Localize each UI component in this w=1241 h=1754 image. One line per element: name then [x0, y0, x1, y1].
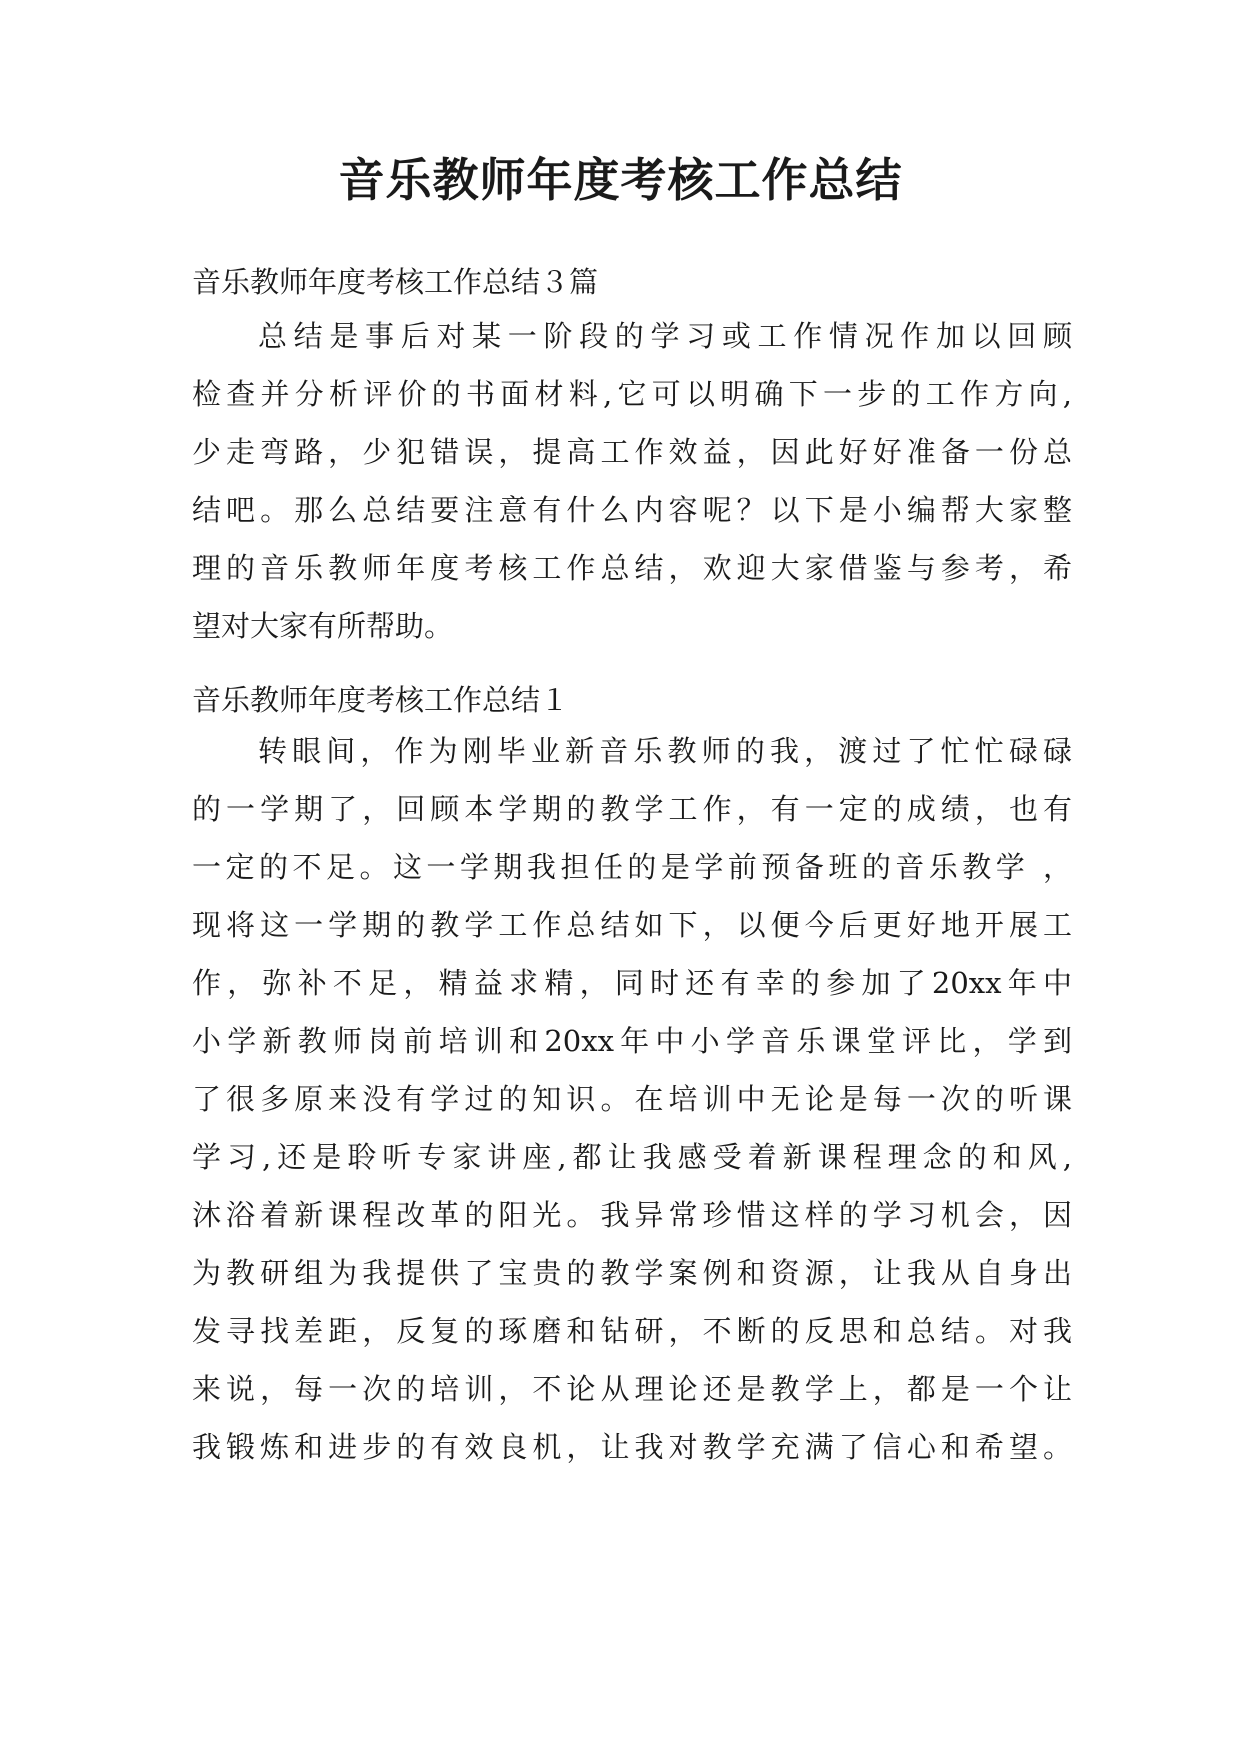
paragraph-line: 学习,还是聆听专家讲座,都让我感受着新课程理念的和风,: [192, 1140, 1072, 1174]
paragraph-line: 我锻炼和进步的有效良机，让我对教学充满了信心和希望。: [192, 1430, 1072, 1464]
paragraph-line: 少走弯路，少犯错误，提高工作效益，因此好好准备一份总: [192, 435, 1072, 469]
section-paragraph: [192, 722, 1072, 1476]
paragraph-line: 为教研组为我提供了宝贵的教学案例和资源，让我从自身出: [192, 1256, 1072, 1290]
document-title: 音乐教师年度考核工作总结: [338, 153, 903, 207]
paragraph-line: 的一学期了，回顾本学期的教学工作，有一定的成绩，也有: [192, 792, 1072, 826]
paragraph-line: 了很多原来没有学过的知识。在培训中无论是每一次的听课: [192, 1082, 1072, 1116]
intro-heading: 音乐教师年度考核工作总结３篇: [192, 265, 599, 299]
paragraph-line: 作，弥补不足，精益求精，同时还有幸的参加了20xx年中: [192, 966, 1072, 1000]
paragraph-line: 理的音乐教师年度考核工作总结，欢迎大家借鉴与参考，希: [192, 551, 1072, 585]
paragraph-line: 小学新教师岗前培训和20xx年中小学音乐课堂评比，学到: [192, 1024, 1072, 1058]
paragraph-line: 沐浴着新课程改革的阳光。我异常珍惜这样的学习机会，因: [192, 1198, 1072, 1232]
paragraph-line: 现将这一学期的教学工作总结如下，以便今后更好地开展工: [192, 908, 1072, 942]
paragraph-line: 总结是事后对某一阶段的学习或工作情况作加以回顾: [258, 319, 1072, 353]
paragraph-line: 转眼间，作为刚毕业新音乐教师的我，渡过了忙忙碌碌: [258, 734, 1072, 768]
paragraph-line: 望对大家有所帮助。: [192, 609, 454, 643]
section-heading: 音乐教师年度考核工作总结１: [192, 683, 570, 717]
intro-paragraph: [192, 307, 1072, 655]
paragraph-line: 结吧。那么总结要注意有什么内容呢？以下是小编帮大家整: [192, 493, 1072, 527]
paragraph-line: 一定的不足。这一学期我担任的是学前预备班的音乐教学 ，: [192, 850, 1072, 884]
paragraph-line: 检查并分析评价的书面材料,它可以明确下一步的工作方向,: [192, 377, 1072, 411]
paragraph-line: 来说，每一次的培训，不论从理论还是教学上，都是一个让: [192, 1372, 1072, 1406]
paragraph-line: 发寻找差距，反复的琢磨和钻研，不断的反思和总结。对我: [192, 1314, 1072, 1348]
